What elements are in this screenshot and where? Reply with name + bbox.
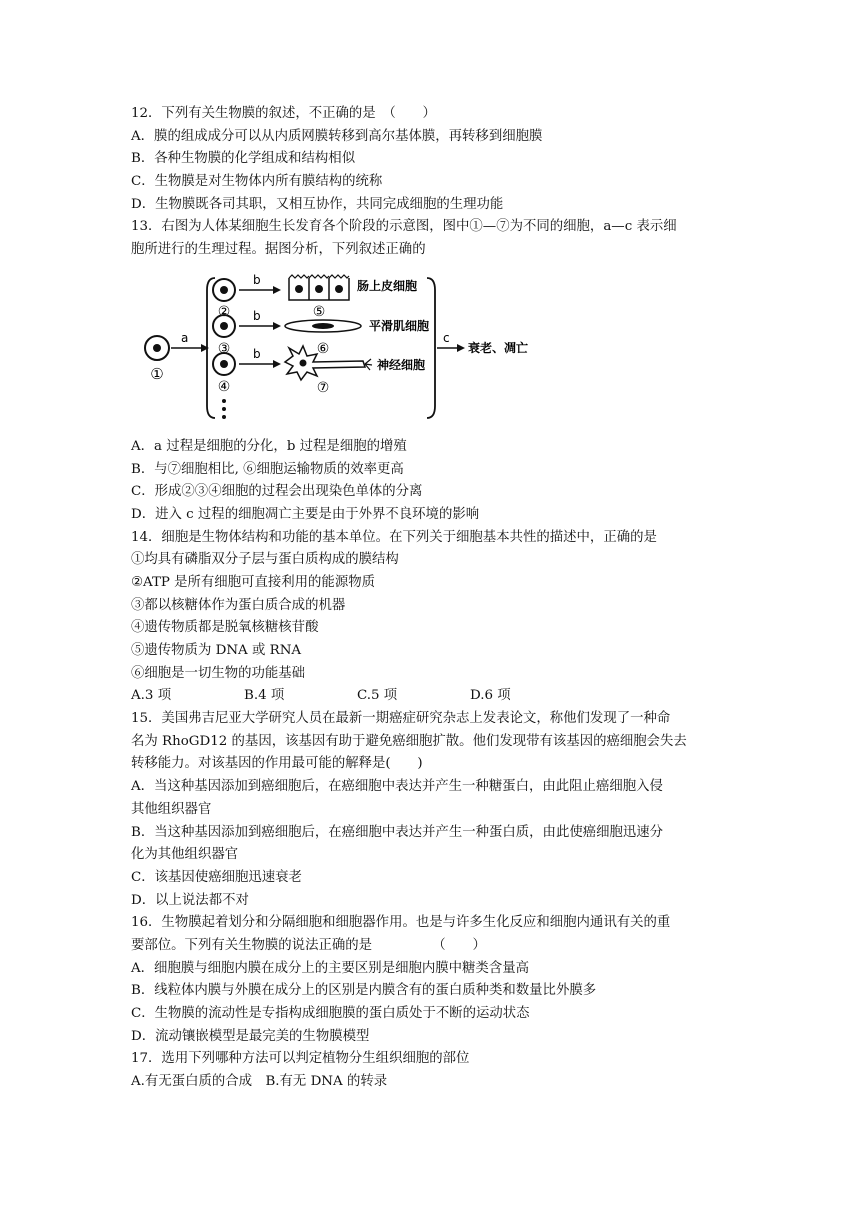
q14-item-3: ③都以核糖体作为蛋白质合成的机器 (131, 597, 346, 613)
q13-stem-line-2: 胞所进行的生理过程。据图分析，下列叙述正确的 (131, 242, 426, 258)
q13-stem-line-1: 13．右图为人体某细胞生长发育各个阶段的示意图，图中①—⑦为不同的细胞，a—c 表示细 (131, 219, 677, 235)
q14-item-1: ①均具有磷脂双分子层与蛋白质构成的膜结构 (131, 552, 399, 568)
diagram-svg (131, 268, 741, 428)
right-brace (427, 278, 435, 418)
q16-option-b: B．线粒体内膜与外膜在成分上的区别是内膜含有的蛋白质种类和数量比外膜多 (131, 983, 597, 999)
arrow-b3-label: b (253, 346, 261, 361)
q12-option-d: D．生物膜既各司其职，又相互协作，共同完成细胞的生理功能 (131, 196, 504, 212)
q14-option-b: B.4 项 (244, 688, 285, 704)
q15-stem-line-3: 转移能力。对该基因的作用最可能的解释是( ) (131, 756, 423, 772)
arrow-a-label: a (181, 330, 189, 345)
cell-6-label: ⑥ (316, 340, 330, 357)
q13-option-c: C．形成②③④细胞的过程会出现染色单体的分离 (131, 484, 423, 500)
arrow-b1-head (273, 286, 281, 294)
cell-4-label: ④ (217, 378, 231, 395)
q14-item-6: ⑥细胞是一切生物的功能基础 (131, 665, 306, 681)
q15-option-d: D．以上说法都不对 (131, 892, 249, 908)
arrow-b1-label: b (253, 272, 261, 287)
type-intestinal-epithelial: 肠上皮细胞 (357, 278, 418, 293)
q14-option-c: C.5 项 (357, 688, 398, 704)
q16-stem-line-1: 16．生物膜起着划分和分隔细胞和细胞器作用。也是与许多生化反应和细胞内通讯有关的重 (131, 915, 671, 931)
q14-item-4: ④遗传物质都是脱氧核糖核苷酸 (131, 620, 319, 636)
outcome-label: 衰老、凋亡 (468, 340, 529, 355)
q17-stem: 17．选用下列哪种方法可以判定植物分生组织细胞的部位 (131, 1051, 470, 1067)
intestinal-epithelial-cells-icon (289, 275, 349, 300)
q16-option-a: A．细胞膜与细胞内膜在成分上的主要区别是细胞内膜中糖类含量高 (131, 960, 529, 976)
cell-3-label: ③ (217, 340, 231, 357)
q16-option-d: D．流动镶嵌模型是最完美的生物膜模型 (131, 1028, 370, 1044)
q16-stem-line-2: 要部位。下列有关生物膜的说法正确的是 （ ） (131, 937, 486, 953)
q15-stem-line-1: 15．美国弗吉尼亚大学研究人员在最新一期癌症研究杂志上发表论文，称他们发现了一种命 (131, 711, 671, 727)
type-smooth-muscle: 平滑肌细胞 (369, 318, 430, 333)
q13-option-b: B．与⑦细胞相比, ⑥细胞运输物质的效率更高 (131, 461, 404, 477)
q12-option-c: C．生物膜是对生物体内所有膜结构的统称 (131, 174, 383, 190)
q14-stem: 14．细胞是生物体结构和功能的基本单位。在下列关于细胞基本共性的描述中，正确的是 (131, 529, 657, 545)
q15-option-b-cont: 化为其他组织器官 (131, 847, 239, 863)
cell-2-label: ② (217, 303, 231, 320)
cell-2-icon (213, 279, 235, 301)
q15-option-b: B．当这种基因添加到癌细胞后，在癌细胞中表达并产生一种蛋白质，由此使癌细胞迅速分 (131, 824, 664, 840)
cell-5-label: ⑤ (312, 303, 326, 320)
q12-option-b: B．各种生物膜的化学组成和结构相似 (131, 151, 356, 167)
q16-option-c: C．生物膜的流动性是专指构成细胞膜的蛋白质处于不断的运动状态 (131, 1006, 530, 1021)
q14-item-2: ②ATP 是所有细胞可直接利用的能源物质 (131, 574, 375, 590)
cell-1-icon (145, 336, 169, 360)
q13-option-a: A．a 过程是细胞的分化，b 过程是细胞的增殖 (131, 438, 407, 454)
arrow-b2-label: b (253, 308, 261, 323)
q12-option-a: A．膜的组成成分可以从内质网膜转移到高尔基体膜，再转移到细胞膜 (131, 128, 543, 144)
arrow-b3-head (273, 360, 281, 368)
arrow-c-head (457, 344, 465, 352)
cell-7-label: ⑦ (316, 379, 330, 396)
cell-1-label: ① (150, 364, 164, 383)
q14-option-a: A.3 项 (131, 688, 172, 704)
question-content (131, 103, 741, 1094)
smooth-muscle-cell-icon (285, 320, 361, 332)
q17-options: A.有无蛋白质的合成 B.有无 DNA 的转录 (131, 1074, 388, 1090)
q12-stem: 12．下列有关生物膜的叙述，不正确的是 （ ） (131, 106, 436, 121)
q15-option-a-cont: 其他组织器官 (131, 801, 212, 817)
type-nerve: 神经细胞 (377, 357, 426, 372)
ellipsis-dots (222, 399, 226, 419)
q15-option-c: C．该基因使癌细胞迅速衰老 (131, 869, 302, 885)
arrow-b2-head (273, 322, 281, 330)
q14-option-d: D.6 项 (470, 688, 511, 704)
q14-options (131, 685, 741, 708)
q13-option-d: D．进入 c 过程的细胞凋亡主要是由于外界不良环境的影响 (131, 506, 480, 522)
q15-option-a: A．当这种基因添加到癌细胞后，在癌细胞中表达并产生一种糖蛋白，由此阻止癌细胞入侵 (131, 779, 663, 795)
cell-development-diagram (131, 268, 741, 428)
q15-stem-line-2: 名为 RhoGD12 的基因，该基因有助于避免癌细胞扩散。他们发现带有该基因的癌细胞会失去 (131, 733, 687, 749)
q14-item-5: ⑤遗传物质为 DNA 或 RNA (131, 643, 302, 658)
arrow-c-label: c (443, 330, 450, 345)
